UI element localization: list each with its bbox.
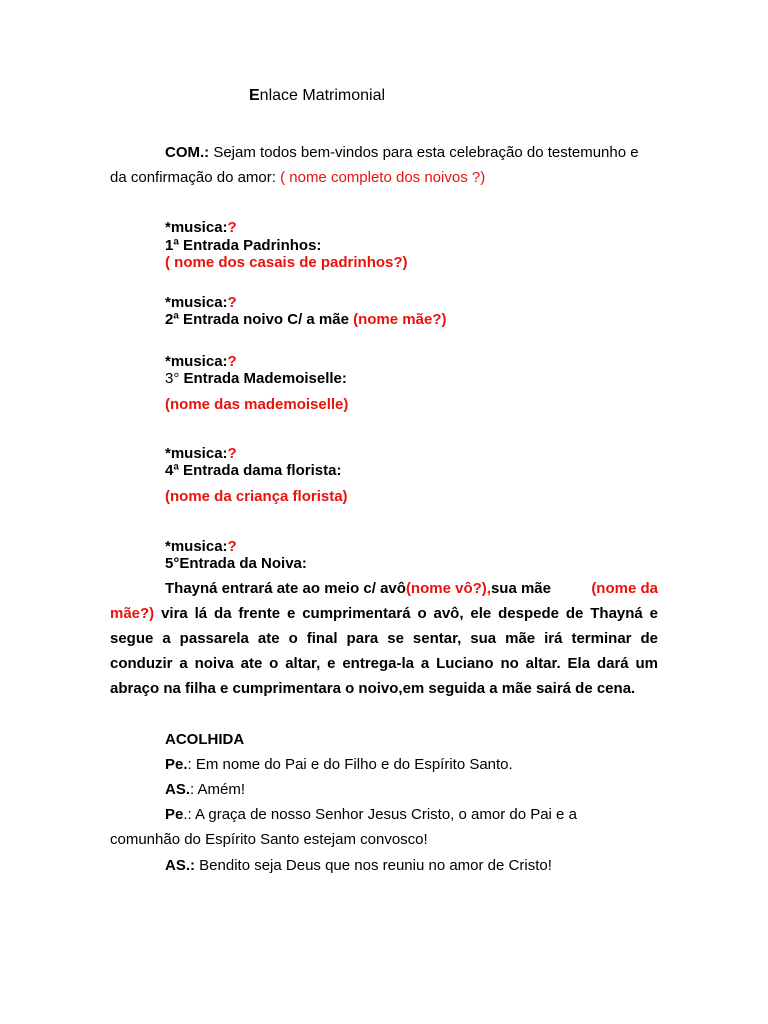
entry-5-title: 5°Entrada da Noiva: xyxy=(165,555,307,572)
noiva-placeholder-mae-end: mãe?) xyxy=(110,605,155,622)
musica-question: ? xyxy=(227,538,237,555)
noiva-text-2: vira lá da frente e cumprimentará o avô, ele despede de Thayná e xyxy=(154,605,658,622)
as-text-2: Bendito seja Deus que nos reuniu no amor de Cristo! xyxy=(195,857,552,874)
intro-line-1 xyxy=(165,144,639,162)
musica-label-1 xyxy=(165,219,237,237)
noiva-placeholder-vo: (nome vô?), xyxy=(405,580,491,597)
noiva-line-4: conduzir a noiva ate o altar, e entrega-la a Luciano no altar. Ela dará um xyxy=(110,655,658,672)
pe-text-1: : Em nome do Pai e do Filho e do Espírito Santo. xyxy=(187,756,513,773)
pe-label: Pe xyxy=(165,806,184,823)
entry-3-title xyxy=(165,370,347,388)
pe-text-2: .: A graça de nosso Senhor Jesus Cristo, o amor do Pai e a xyxy=(183,806,577,823)
musica-question: ? xyxy=(227,294,237,311)
noiva-placeholder-mae-start: (nome da xyxy=(591,580,658,597)
noiva-line-3: segue a passarela ate o final para se sentar, sua mãe irá terminar de xyxy=(110,630,658,647)
musica-question: ? xyxy=(227,219,237,236)
noiva-text-1c: sua mãe xyxy=(490,580,551,597)
intro-line-2 xyxy=(110,169,485,187)
pe-line-1 xyxy=(165,756,513,774)
musica-label-2 xyxy=(165,294,237,312)
com-label: COM.: xyxy=(165,144,210,161)
entry-1-title: 1ª Entrada Padrinhos: xyxy=(165,237,322,254)
entry-2-placeholder: (nome mãe?) xyxy=(353,311,447,328)
noiva-line-1 xyxy=(165,580,658,598)
as-line-2 xyxy=(165,857,552,875)
noiva-line-2 xyxy=(110,605,658,623)
entry-4-placeholder: (nome da criança florista) xyxy=(165,488,348,505)
entry-3-number: 3° xyxy=(165,370,184,387)
as-label: AS.: xyxy=(165,857,195,874)
entry-2-title xyxy=(165,311,446,329)
pe-label: Pe. xyxy=(165,756,188,773)
as-label: AS. xyxy=(165,781,191,798)
musica-text: *musica: xyxy=(165,353,228,370)
entry-3-text: Entrada Mademoiselle: xyxy=(183,370,347,387)
acolhida-heading: ACOLHIDA xyxy=(165,731,245,748)
musica-text: *musica: xyxy=(165,538,228,555)
musica-question: ? xyxy=(227,445,237,462)
musica-question: ? xyxy=(227,353,237,370)
noiva-text-1a: Thayná entrará ate ao meio c/ avô xyxy=(165,580,406,597)
document-title xyxy=(249,87,385,105)
as-line-1 xyxy=(165,781,245,799)
title-first-letter: E xyxy=(249,87,260,104)
musica-label-4 xyxy=(165,445,237,463)
entry-1-placeholder: ( nome dos casais de padrinhos?) xyxy=(165,254,408,271)
entry-4-title: 4ª Entrada dama florista: xyxy=(165,462,342,479)
musica-label-3 xyxy=(165,353,237,371)
pe-line-2 xyxy=(165,806,577,824)
intro-text-1: Sejam todos bem-vindos para esta celebração do testemunho e xyxy=(209,144,639,161)
entry-2-text: 2ª Entrada noivo C/ a mãe xyxy=(165,311,354,328)
noiva-line-5: abraço na filha e cumprimentara o noivo,em seguida a mãe sairá de cena. xyxy=(110,680,636,697)
noiva-text-1 xyxy=(165,580,551,598)
intro-text-2: da confirmação do amor: xyxy=(110,169,281,186)
musica-text: *musica: xyxy=(165,445,228,462)
musica-text: *musica: xyxy=(165,219,228,236)
musica-label-5 xyxy=(165,538,237,556)
pe-line-2-cont: comunhão do Espírito Santo estejam convosco! xyxy=(110,831,428,848)
as-text-1: : Amém! xyxy=(190,781,246,798)
musica-text: *musica: xyxy=(165,294,228,311)
intro-placeholder: ( nome completo dos noivos ?) xyxy=(280,169,486,186)
title-rest: nlace Matrimonial xyxy=(259,87,386,104)
entry-3-placeholder: (nome das mademoiselle) xyxy=(165,396,349,413)
